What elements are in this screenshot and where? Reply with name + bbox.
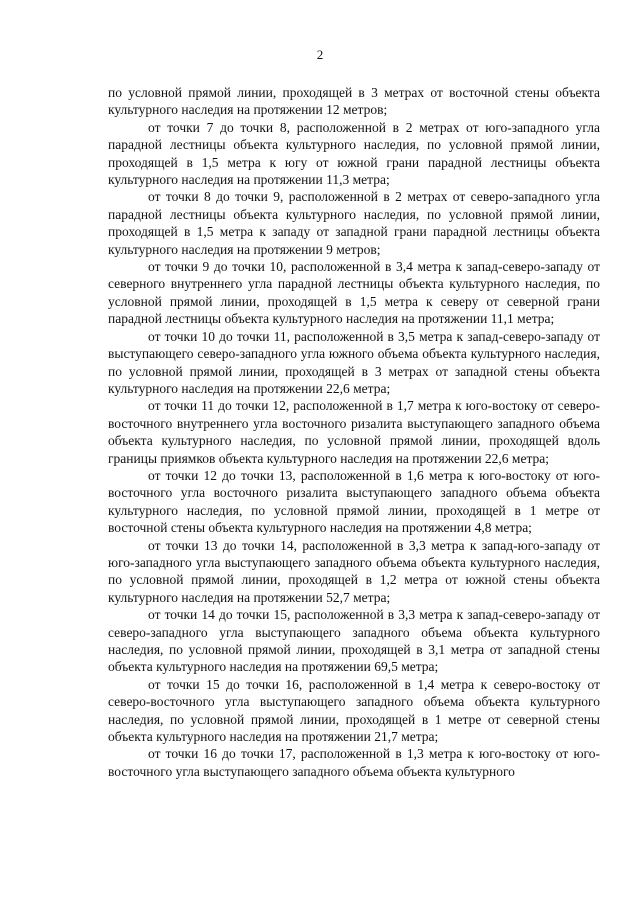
paragraph: от точки 8 до точки 9, расположенной в 2 метрах от северо-западного угла парадной лестницы объекта культурного наследия, по условной прямой линии, проходящей в 1,5 метра к западу от западной грани парадной лестницы объекта культурного наследия на протяжении 9 метров; [108, 189, 600, 257]
paragraph: от точки 11 до точки 12, расположенной в 1,7 метра к юго-востоку от северо-восточного внутреннего угла восточного ризалита выступающего западного объема объекта культурного наследия, по условной прямой линии, проходящей вдоль границы приямков объекта культурного наследия на протяжении 22,6 метра; [108, 398, 600, 466]
paragraph: от точки 16 до точки 17, расположенной в 1,3 метра к юго-востоку от юго-восточного угла выступающего западного объема объекта культурного [108, 746, 600, 779]
paragraph: от точки 13 до точки 14, расположенной в 3,3 метра к запад-юго-западу от юго-западного угла выступающего западного объема объекта культурного наследия, по условной прямой линии, проходящей в 1,2 метра от южной стены объекта культурного наследия на протяжении 52,7 метра; [108, 537, 600, 605]
paragraph: от точки 14 до точки 15, расположенной в 3,3 метра к запад-северо-западу от северо-западного угла выступающего западного объема объекта культурного наследия, по условной прямой линии, проходящей в 3,1 метра от западной стены объекта культурного наследия на протяжении 69,5 метра; [108, 607, 600, 675]
paragraph: от точки 9 до точки 10, расположенной в 3,4 метра к запад-северо-западу от северного внутреннего угла парадной лестницы объекта культурного наследия, по условной прямой линии, проходящей в 1,5 метра к северу от северной грани парадной лестницы объекта культурного наследия на протяжении 11,1 метра; [108, 259, 600, 327]
paragraph: от точки 15 до точки 16, расположенной в 1,4 метра к северо-востоку от северо-восточного угла выступающего западного объема объекта культурного наследия, по условной прямой линии, проходящей в 1 метре от северной стены объекта культурного наследия на протяжении 21,7 метра; [108, 676, 600, 745]
paragraph: по условной прямой линии, проходящей в 3 метрах от восточной стены объекта культурного наследия на протяжении 12 метров; [108, 85, 600, 118]
page-number: 2 [316, 47, 324, 62]
document-body [108, 84, 600, 780]
paragraph: от точки 7 до точки 8, расположенной в 2 метрах от юго-западного угла парадной лестницы объекта культурного наследия, по условной прямой линии, проходящей в 1,5 метра к югу от южной грани парадной лестницы объекта культурного наследия на протяжении 11,3 метра; [108, 119, 600, 188]
paragraph: от точки 12 до точки 13, расположенной в 1,6 метра к юго-востоку от юго-восточного угла восточного ризалита выступающего западного объема объекта культурного наследия, по условной прямой линии, проходящей в 1 метре от восточной стены объекта культурного наследия на протяжении 4,8 метра; [108, 467, 600, 536]
paragraph: от точки 10 до точки 11, расположенной в 3,5 метра к запад-северо-западу от выступающего северо-западного угла южного объема объекта культурного наследия, по условной прямой линии, проходящей в 3 метрах от западной стены объекта культурного наследия на протяжении 22,6 метра; [108, 328, 600, 396]
